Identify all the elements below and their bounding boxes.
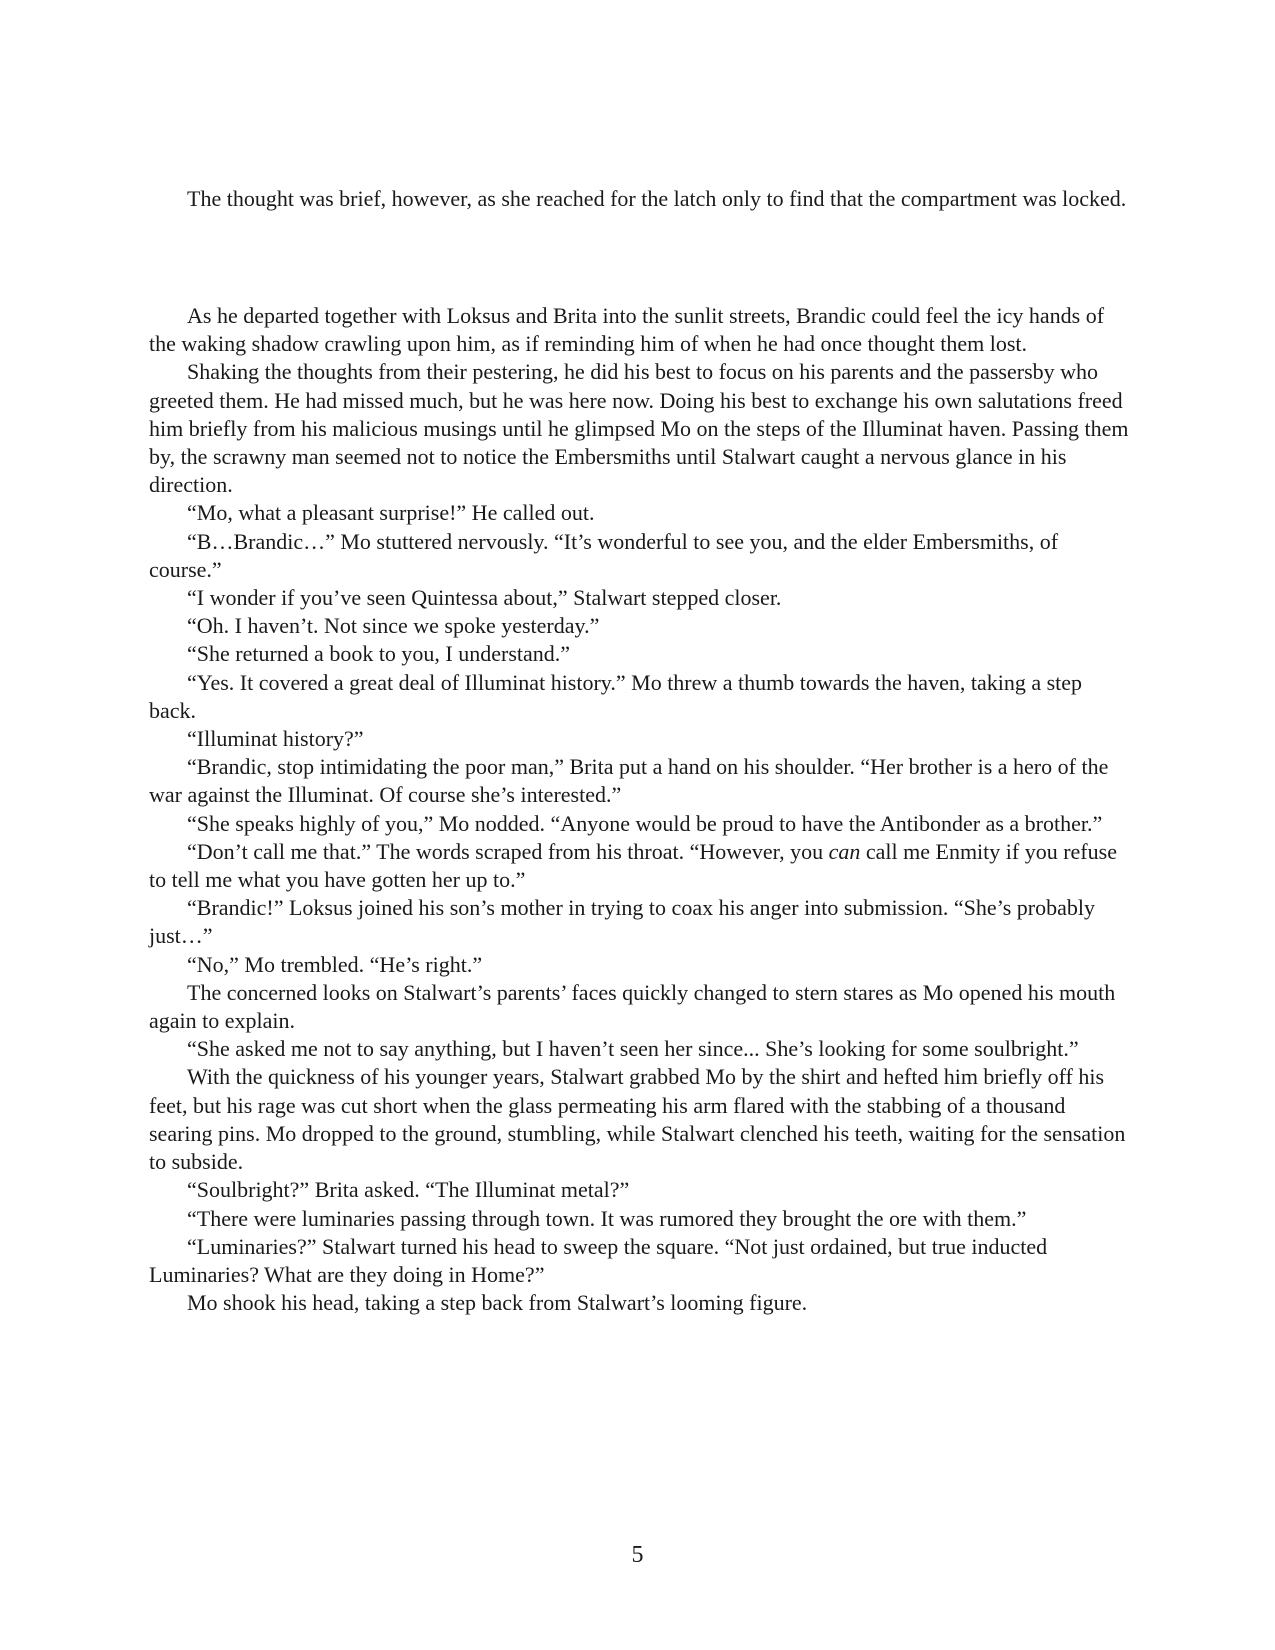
paragraph: “Yes. It covered a great deal of Illuminat history.” Mo threw a thumb towards the haven, taking a step back.: [149, 669, 1083, 723]
paragraph: Mo shook his head, taking a step back from Stalwart’s looming figure.: [187, 1290, 808, 1316]
paragraph: “Oh. I haven’t. Not since we spoke yesterday.”: [187, 613, 600, 639]
paragraph: “I wonder if you’ve seen Quintessa about,” Stalwart stepped closer.: [187, 585, 782, 611]
paragraph: “Soulbright?” Brita asked. “The Illuminat metal?”: [187, 1177, 630, 1203]
paragraph: Shaking the thoughts from their pestering, he did his best to focus on his parents and the passersby who greeted them. He had missed much, but he was here now. Doing his best to exchange his own salutations freed him briefly from his malicious musings until he glimpsed Mo on the steps of the Illuminat haven. Passing them by, the scrawny man seemed not to notice the Embersmiths until Stalwart caught a nervous glance in his direction.: [149, 359, 1129, 498]
text-section-2: [149, 302, 1129, 1317]
paragraph: “Brandic, stop intimidating the poor man,” Brita put a hand on his shoulder. “Her brother is a hero of the war against the Illuminat. Of course she’s interested.”: [149, 754, 1109, 808]
paragraph: “Brandic!” Loksus joined his son’s mother in trying to coax his anger into submission. “She’s probably just…”: [149, 895, 1095, 949]
paragraph: “Illuminat history?”: [187, 726, 364, 752]
page-number: 5: [631, 1542, 644, 1568]
paragraph-with-emphasis: [149, 838, 1129, 894]
paragraph: “She asked me not to say anything, but I haven’t seen her since... She’s looking for some soulbright.”: [187, 1036, 1079, 1062]
emphasized-word: can: [828, 838, 861, 864]
paragraph: “B…Brandic…” Mo stuttered nervously. “It’s wonderful to see you, and the elder Embersmiths, of course.”: [149, 528, 1059, 582]
paragraph: “Luminaries?” Stalwart turned his head to sweep the square. “Not just ordained, but true inducted Luminaries? What are they doing in Home?”: [149, 1233, 1048, 1287]
paragraph: “There were luminaries passing through town. It was rumored they brought the ore with them.”: [187, 1205, 1027, 1231]
paragraph-text-after: call me Enmity if you refuse to tell me what you have gotten her up to.”: [149, 838, 1117, 893]
paragraph: As he departed together with Loksus and Brita into the sunlit streets, Brandic could feel the icy hands of the waking shadow crawling upon him, as if reminding him of when he had once thought them lost.: [149, 303, 1105, 357]
paragraph: “She returned a book to you, I understand.”: [187, 641, 571, 667]
paragraph: “She speaks highly of you,” Mo nodded. “Anyone would be proud to have the Antibonder as a brother.”: [187, 810, 1103, 836]
paragraph-text-before: “Don’t call me that.” The words scraped from his throat. “However, you: [187, 838, 829, 864]
paragraph: “No,” Mo trembled. “He’s right.”: [187, 951, 483, 977]
paragraph: “Mo, what a pleasant surprise!” He called out.: [187, 500, 595, 526]
paragraph: With the quickness of his younger years, Stalwart grabbed Mo by the shirt and hefted him briefly off his feet, but his rage was cut short when the glass permeating his arm flared with the stabbing of a thousand searing pins. Mo dropped to the ground, stumbling, while Stalwart clenched his teeth, waiting for the sensation to subside.: [149, 1064, 1126, 1175]
paragraph: The concerned looks on Stalwart’s parents’ faces quickly changed to stern stares as Mo opened his mouth again to explain.: [149, 979, 1116, 1034]
paragraph: The thought was brief, however, as she reached for the latch only to find that the compartment was locked.: [187, 186, 1127, 211]
text-section-1: [149, 185, 1129, 213]
